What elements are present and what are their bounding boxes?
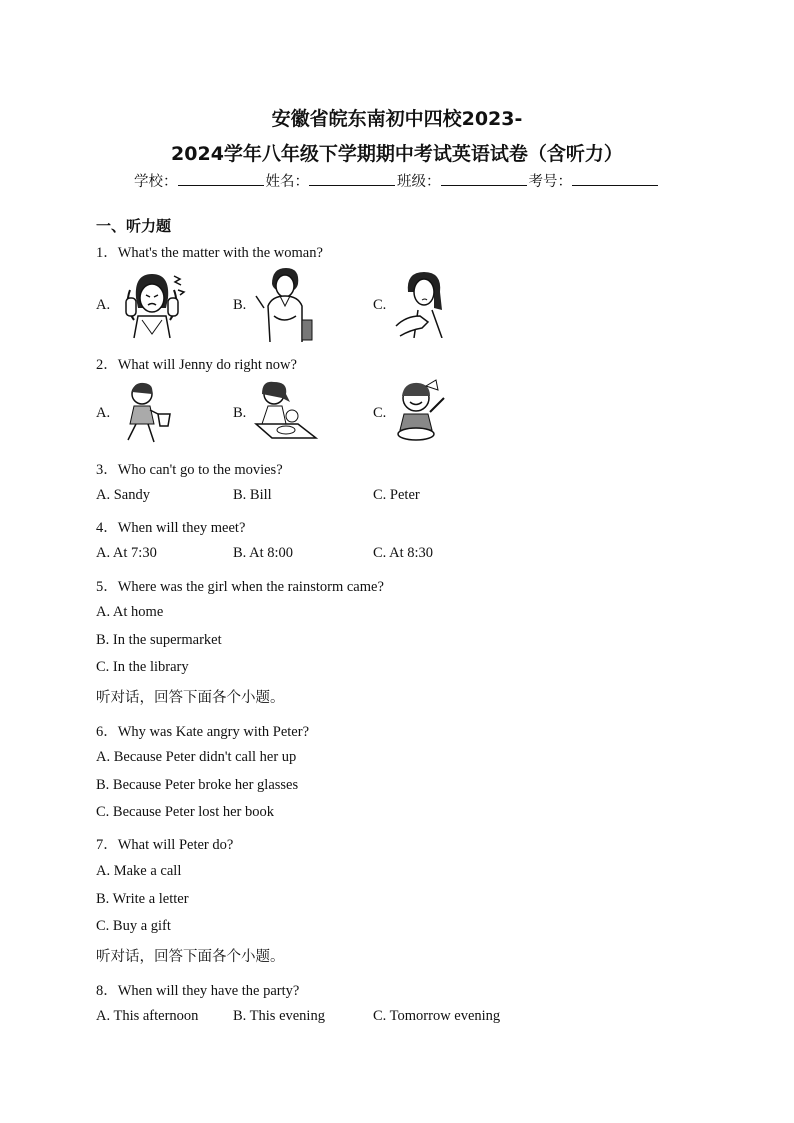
q3-option-c: C. Peter bbox=[373, 487, 420, 503]
q1-option-a-label: A. bbox=[96, 297, 111, 313]
question-3-stem: 3．Who can't go to the movies? bbox=[96, 462, 283, 478]
question-5-stem: 5．Where was the girl when the rainstorm came? bbox=[96, 579, 384, 595]
q7-option-b: B. Write a letter bbox=[96, 891, 189, 907]
q4-option-b: B. At 8:00 bbox=[233, 545, 294, 561]
exam-number-blank[interactable] bbox=[572, 171, 658, 186]
question-4-stem: 4．When will they meet? bbox=[96, 520, 246, 536]
q7-option-c: C. Buy a gift bbox=[96, 918, 171, 934]
class-label: 班级： bbox=[397, 174, 441, 190]
listening-instruction-1: 听对话，回答下面各个小题。 bbox=[96, 690, 285, 706]
title-line-1: 安徽省皖东南初中四校2023- bbox=[271, 108, 523, 130]
question-7-stem: 7．What will Peter do? bbox=[96, 837, 234, 853]
student-info-row bbox=[0, 170, 794, 191]
question-2-stem: 2．What will Jenny do right now? bbox=[96, 357, 297, 373]
q8-option-b: B. This evening bbox=[233, 1008, 325, 1024]
woman-headache-icon bbox=[118, 268, 188, 340]
q7-option-a: A. Make a call bbox=[96, 863, 182, 879]
q2-option-a-label: A. bbox=[96, 405, 111, 421]
question-6-stem: 6．Why was Kate angry with Peter? bbox=[96, 724, 310, 740]
q8-option-a: A. This afternoon bbox=[96, 1008, 199, 1024]
title-line-2: 2024学年八年级下学期期中考试英语试卷（含听力） bbox=[171, 143, 623, 165]
q1-option-c-label: C. bbox=[373, 297, 387, 313]
q5-option-a: A. At home bbox=[96, 604, 164, 620]
name-blank[interactable] bbox=[309, 171, 395, 186]
question-1-stem: 1．What's the matter with the woman? bbox=[96, 245, 323, 261]
q5-option-c: C. In the library bbox=[96, 659, 189, 675]
question-8-stem: 8．When will they have the party? bbox=[96, 983, 300, 999]
class-blank[interactable] bbox=[441, 171, 527, 186]
name-label: 姓名： bbox=[265, 174, 309, 190]
q2-option-b-label: B. bbox=[233, 405, 247, 421]
exam-number-label: 考号： bbox=[528, 174, 572, 190]
woman-stomachache-icon bbox=[250, 266, 316, 342]
q5-option-b: B. In the supermarket bbox=[96, 632, 222, 648]
q3-option-b: B. Bill bbox=[233, 487, 272, 503]
q2-option-c-label: C. bbox=[373, 405, 387, 421]
girl-washing-dishes-icon bbox=[252, 380, 320, 442]
school-blank[interactable] bbox=[178, 171, 264, 186]
woman-sore-throat-icon bbox=[392, 270, 450, 338]
q6-option-a: A. Because Peter didn't call her up bbox=[96, 749, 297, 765]
section-heading: 一、听力题 bbox=[96, 217, 172, 235]
q6-option-c: C. Because Peter lost her book bbox=[96, 804, 274, 820]
listening-instruction-2: 听对话，回答下面各个小题。 bbox=[96, 949, 285, 965]
girl-cooking-icon bbox=[394, 378, 450, 444]
school-label: 学校： bbox=[134, 174, 178, 190]
q4-option-a: A. At 7:30 bbox=[96, 545, 157, 561]
girl-carrying-bucket-icon bbox=[118, 380, 176, 446]
q6-option-b: B. Because Peter broke her glasses bbox=[96, 777, 299, 793]
q3-option-a: A. Sandy bbox=[96, 487, 150, 503]
q4-option-c: C. At 8:30 bbox=[373, 545, 434, 561]
q1-option-b-label: B. bbox=[233, 297, 247, 313]
q8-option-c: C. Tomorrow evening bbox=[373, 1008, 501, 1024]
